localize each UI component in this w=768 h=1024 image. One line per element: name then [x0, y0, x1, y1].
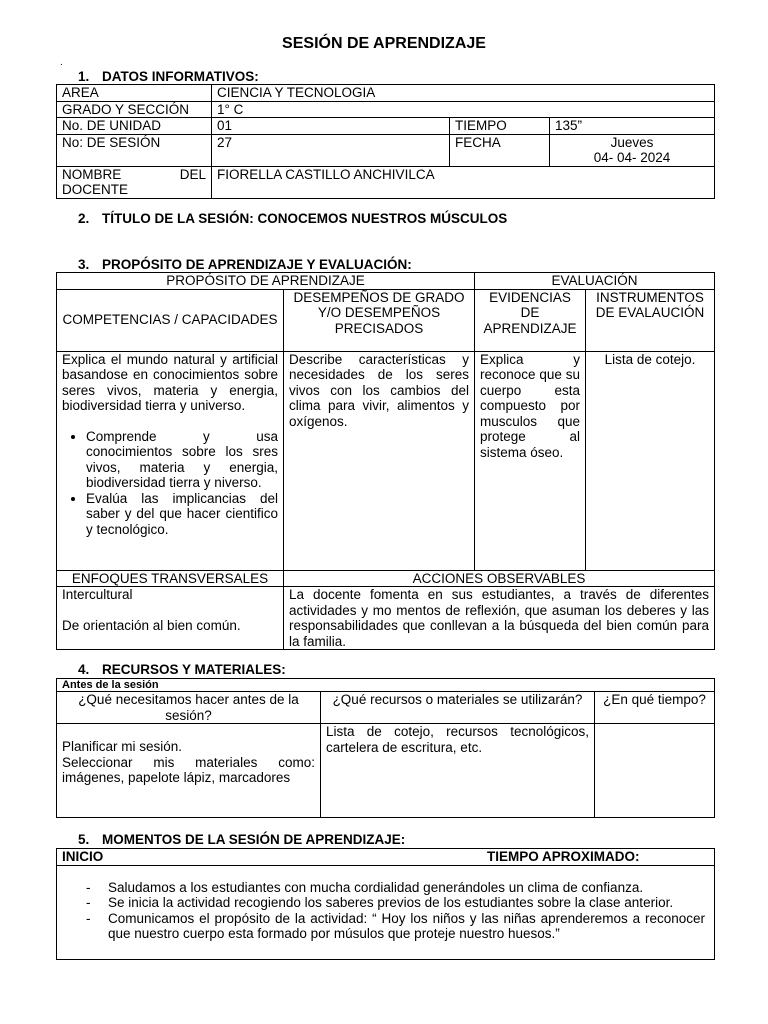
- planificar-text: Planificar mi sesión.: [62, 739, 183, 754]
- section-5-number: 5.: [78, 832, 90, 847]
- section-2-number: 2.: [78, 211, 90, 226]
- recursos-header-materiales: ¿Qué recursos o materiales se utilizarán?: [321, 692, 595, 724]
- acciones-header: ACCIONES OBSERVABLES: [284, 570, 715, 587]
- enfoque-intercultural: Intercultural: [62, 587, 133, 602]
- evidencias-header: EVIDENCIAS DE APRENDIZAJE: [475, 289, 586, 351]
- recursos-tiempo-cell: [595, 724, 715, 818]
- inicio-content: [57, 865, 715, 959]
- proposito-table: [56, 272, 715, 650]
- proposito-header: PROPÓSITO DE APRENDIZAJE: [57, 273, 475, 290]
- recursos-header-tiempo: ¿En qué tiempo?: [595, 692, 715, 724]
- fecha-label: FECHA: [450, 134, 550, 166]
- area-value: CIENCIA Y TECNOLOGIA: [212, 85, 715, 102]
- capacidad-item: • Comprende y usa conocimientos sobre los sres vivos, materia y energia, biodiversidad tierra y niverso.: [86, 429, 278, 491]
- datos-informativos-table: [56, 84, 715, 199]
- enfoques-header: ENFOQUES TRANSVERSALES: [57, 570, 284, 587]
- inicio-list: [62, 880, 709, 942]
- section-1-number: 1.: [78, 69, 90, 84]
- capacidad-item: • Evalúa las implicancias del saber y del que hacer cientifico y tecnológico.: [86, 491, 278, 538]
- recursos-materiales-cell: Lista de cotejo, recursos tecnológicos, cartelera de escritura, etc.: [321, 724, 595, 818]
- seleccionar-text: Seleccionar mis materiales como: imágenes, papelote lápiz, marcadores: [62, 754, 315, 785]
- inicio-item: - Comunicamos el propósito de la actividad: “ Hoy los niños y las niñas aprenderemos a reconocer que nuestro cuerpo esta formado por músulos que proteje nuestro huesos.”: [108, 911, 705, 942]
- inicio-header: [57, 849, 715, 866]
- antes-sesion-label: Antes de la sesión: [57, 679, 715, 692]
- sesion-label: No: DE SESIÓN: [57, 134, 212, 166]
- recursos-header-hacer: ¿Qué necesitamos hacer antes de la sesión?: [57, 692, 321, 724]
- section-2-label: TÍTULO DE LA SESIÓN: CONOCEMOS NUESTROS MÚSCULOS: [102, 211, 508, 226]
- section-1-heading: [78, 69, 259, 84]
- instrumento-cell: Lista de cotejo.: [586, 351, 715, 570]
- unidad-label: No. DE UNIDAD: [57, 118, 212, 135]
- enfoque-bien-comun: De orientación al bien común.: [62, 617, 241, 633]
- acciones-cell: La docente fomenta en sus estudiantes, a través de diferentes actividades y mo mentos de reflexión, que asuman los deberes y las responsabilidades que conllevan a la búsqueda del bien común para la familia.: [284, 587, 715, 650]
- instrumentos-header: INSTRUMENTOS DE EVALAUCIÓN: [586, 289, 715, 351]
- section-3-number: 3.: [78, 257, 90, 272]
- recursos-table: [56, 678, 715, 818]
- enfoques-cell: [57, 587, 284, 650]
- momentos-table: [56, 848, 715, 960]
- inicio-item: - Saludamos a los estudiantes con mucha cordialidad generándoles un clima de confianza.: [108, 880, 705, 896]
- tiempo-value: 135”: [550, 118, 715, 135]
- section-4-heading: [78, 662, 286, 677]
- nombre-value: FIORELLA CASTILLO ANCHIVILCA: [212, 166, 715, 198]
- competencias-cell: [57, 351, 284, 570]
- fecha-value: [550, 134, 715, 166]
- tiempo-label: TIEMPO: [450, 118, 550, 135]
- section-3-heading: [78, 257, 412, 272]
- page-title: SESIÓN DE APRENDIZAJE: [282, 35, 486, 52]
- section-5-label: MOMENTOS DE LA SESIÓN DE APRENDIZAJE:: [102, 832, 406, 847]
- section-2-heading: [78, 211, 507, 226]
- section-4-number: 4.: [78, 662, 90, 677]
- grado-label: GRADO Y SECCIÓN: [57, 101, 212, 118]
- competencias-header: COMPETENCIAS / CAPACIDADES: [57, 289, 284, 351]
- section-3-label: PROPÓSITO DE APRENDIZAJE Y EVALUACIÓN:: [102, 257, 412, 272]
- stray-dot: .: [60, 57, 63, 68]
- fecha-date: 04- 04- 2024: [593, 150, 671, 165]
- recursos-hacer-cell: [57, 724, 321, 818]
- nombre-label: NOMBRE DEL DOCENTE: [57, 166, 212, 198]
- section-1-label: DATOS INFORMATIVOS:: [102, 69, 259, 84]
- sesion-value: 27: [212, 134, 450, 166]
- capacidades-list: [62, 429, 278, 538]
- area-label: AREA: [57, 85, 212, 102]
- tiempo-aprox-label: TIEMPO APROXIMADO:: [487, 849, 640, 864]
- inicio-label: INICIO: [62, 849, 104, 864]
- evaluacion-header: EVALUACIÓN: [475, 273, 715, 290]
- grado-value: 1° C: [212, 101, 715, 118]
- competencia-text: Explica el mundo natural y artificial basandose en conocimientos sobre seres vivos, materia y energia, biodiversidad tierra y universo.: [62, 351, 278, 413]
- desempeno-cell: Describe características y necesidades de los seres vivos con los cambios del clima para vivir, alimentos y oxígenos.: [284, 351, 475, 570]
- evidencia-cell: Explica y reconoce que su cuerpo esta compuesto por musculos que protege al sistema óseo.: [475, 351, 586, 570]
- section-4-label: RECURSOS Y MATERIALES:: [102, 662, 286, 677]
- unidad-value: 01: [212, 118, 450, 135]
- section-5-heading: [78, 832, 405, 847]
- desempenos-header: DESEMPEÑOS DE GRADO Y/O DESEMPEÑOS PRECISADOS: [284, 289, 475, 351]
- fecha-day: Jueves: [610, 134, 654, 150]
- inicio-item: - Se inicia la actividad recogiendo los saberes previos de los estudiantes sobre la clase anterior.: [108, 895, 705, 911]
